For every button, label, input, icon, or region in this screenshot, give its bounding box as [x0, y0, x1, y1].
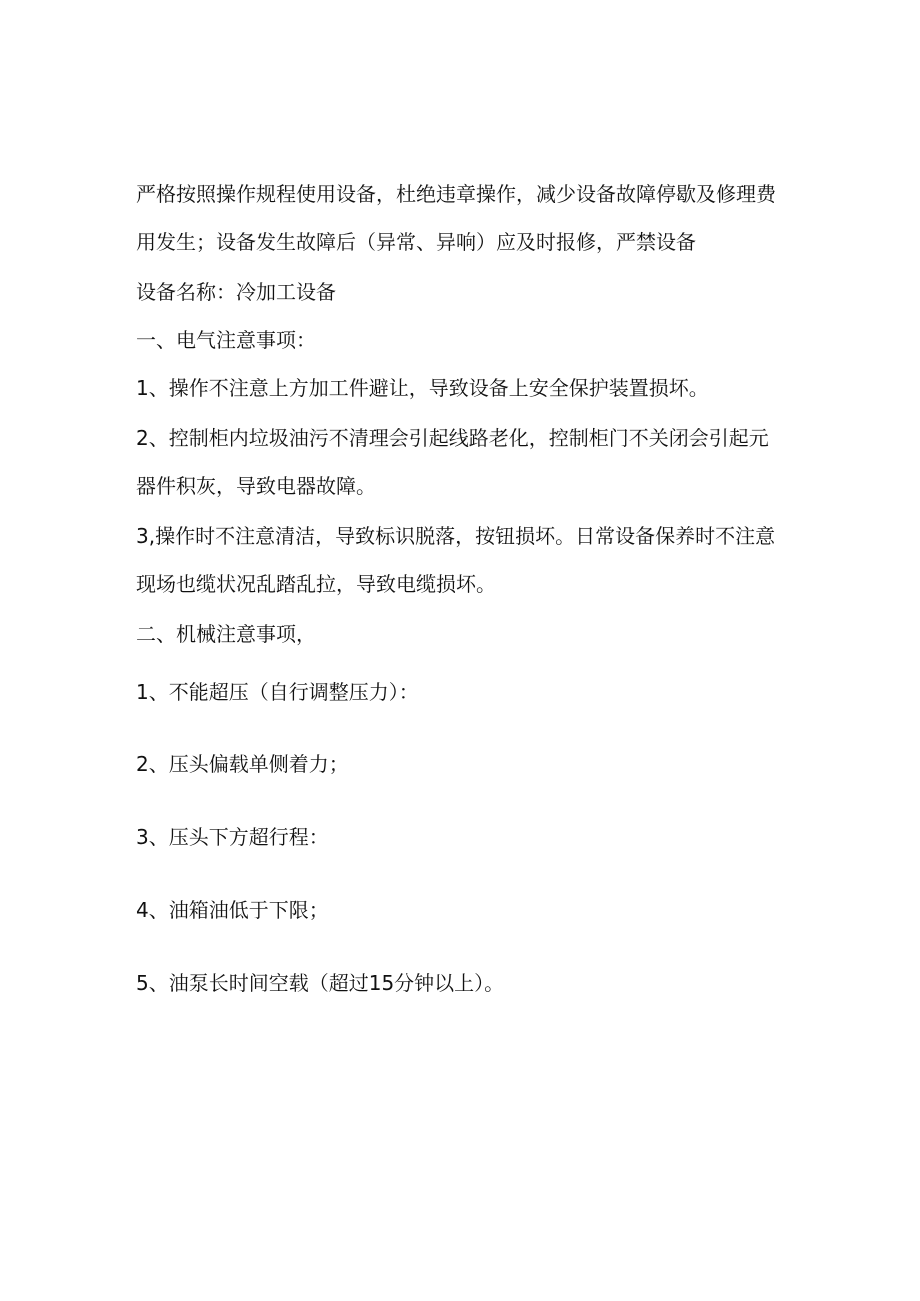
- equipment-name: 设备名称：冷加工设备: [136, 280, 336, 304]
- mechanical-item-5: 5、油泵长时间空载（超过15分钟以上）。: [136, 971, 505, 995]
- mechanical-item-3: 3、压头下方超行程：: [136, 825, 329, 849]
- intro-line-1: 严格按照操作规程使用设备，杜绝违章操作，减少设备故障停歇及修理费: [136, 182, 776, 206]
- electrical-item-3-line-1: 3,操作时不注意清洁，导致标识脱落，按钮损坏。日常设备保养时不注意: [136, 524, 776, 548]
- section-electrical-heading: 一、电气注意事项：: [136, 328, 316, 352]
- electrical-item-1: 1、操作不注意上方加工件避让，导致设备上安全保护装置损坏。: [136, 376, 709, 400]
- section-mechanical-heading: 二、机械注意事项，: [136, 622, 316, 646]
- mechanical-item-1: 1、不能超压（自行调整压力）：: [136, 680, 419, 704]
- mechanical-item-2: 2、压头偏载单侧着力；: [136, 752, 349, 776]
- intro-line-2: 用发生；设备发生故障后（异常、异响）应及时报修，严禁设备: [136, 230, 696, 254]
- electrical-item-3-line-2: 现场也缆状况乱踏乱拉，导致电缆损坏。: [136, 572, 496, 596]
- mechanical-item-4: 4、油箱油低于下限；: [136, 898, 329, 922]
- electrical-item-2-line-2: 器件积灰，导致电器故障。: [136, 474, 376, 498]
- electrical-item-2-line-1: 2、控制柜内垃圾油污不清理会引起线路老化，控制柜门不关闭会引起元: [136, 426, 769, 450]
